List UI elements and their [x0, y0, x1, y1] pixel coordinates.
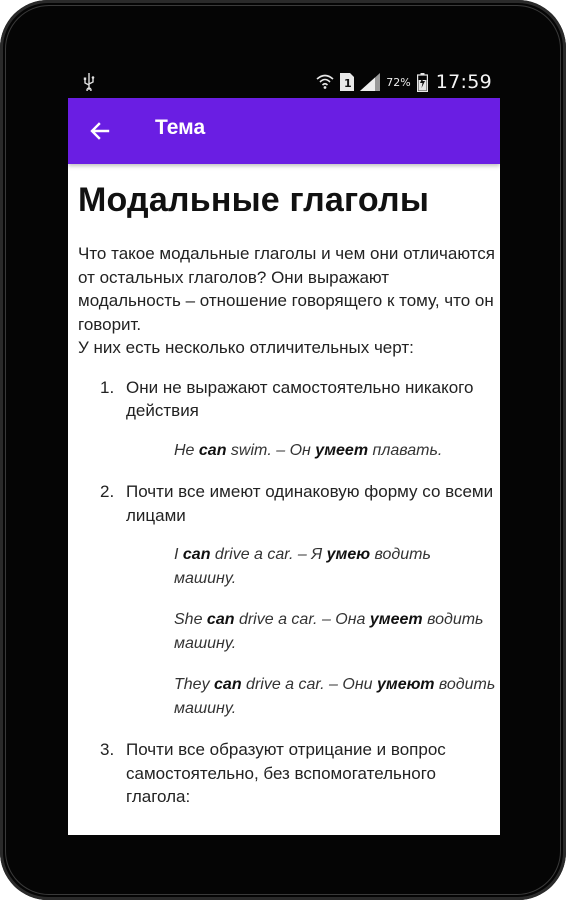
app-screen	[68, 98, 500, 835]
intro-text: Что такое модальные глаголы и чем они отличаются от остальных глаголов? Они выражают модальность – отношение говорящего к тому, что он говорит.	[78, 244, 495, 334]
arrow-back-icon[interactable]	[88, 119, 112, 143]
example-sentence	[174, 543, 496, 590]
example-modal-verb: can	[182, 546, 211, 563]
example-sentence	[174, 673, 496, 720]
app-bar	[68, 98, 500, 164]
intro-text-2: У них есть несколько отличительных черт:	[78, 338, 414, 357]
list-item	[78, 738, 496, 809]
list-item-text: Почти все имеют одинаковую форму со всеми лицами	[126, 482, 494, 525]
example-part: I	[174, 546, 183, 563]
example-translation-verb: умею	[326, 546, 371, 563]
example-part: drive a car. – Она	[234, 611, 370, 628]
page-title: Модальные глаголы	[78, 181, 430, 219]
example-part: водить машину.	[174, 546, 431, 587]
example-translation-verb: умеет	[369, 611, 423, 628]
status-icons	[316, 66, 492, 98]
example-sentence	[174, 439, 496, 463]
example-sentence	[174, 608, 496, 655]
battery-percent: 72%	[386, 75, 411, 89]
example-modal-verb: can	[198, 441, 227, 459]
battery-icon	[417, 73, 428, 92]
example-part: drive a car. – Я	[210, 546, 327, 563]
svg-text:1: 1	[344, 77, 352, 90]
clock: 17:59	[435, 71, 492, 93]
list-item-number: 3.	[100, 740, 115, 759]
list-item-text: Они не выражают самостоятельно никакого действия	[126, 377, 474, 420]
list-item	[78, 480, 496, 720]
example-translation-verb: умеют	[376, 676, 435, 693]
list-item-number: 1.	[100, 377, 115, 397]
example-part: водить машину.	[174, 611, 484, 652]
example-part: swim. – Он	[226, 441, 316, 459]
signal-icon	[360, 73, 380, 91]
example-part: She	[174, 611, 207, 628]
app-bar-title: Тема	[155, 116, 206, 139]
example-part: drive a car. – Они	[241, 676, 377, 693]
sim-card-icon	[340, 73, 354, 91]
example-part: водить машину.	[174, 676, 496, 717]
list-item	[78, 376, 496, 463]
example-translation-verb: умеет	[315, 441, 369, 459]
list-item-number: 2.	[100, 482, 115, 501]
list-item-text: Почти все образуют отрицание и вопрос самостоятельно, без вспомогательного глагола:	[126, 740, 446, 806]
example-part: He	[174, 441, 199, 459]
example-modal-verb: can	[214, 676, 242, 693]
example-modal-verb: can	[206, 611, 235, 628]
status-bar	[68, 66, 500, 98]
article-content	[78, 164, 496, 827]
intro-paragraph	[78, 242, 496, 360]
features-list	[78, 376, 496, 809]
example-part: плавать.	[368, 441, 443, 459]
usb-icon	[82, 73, 96, 91]
wifi-icon	[316, 74, 334, 90]
example-part: They	[174, 676, 215, 693]
